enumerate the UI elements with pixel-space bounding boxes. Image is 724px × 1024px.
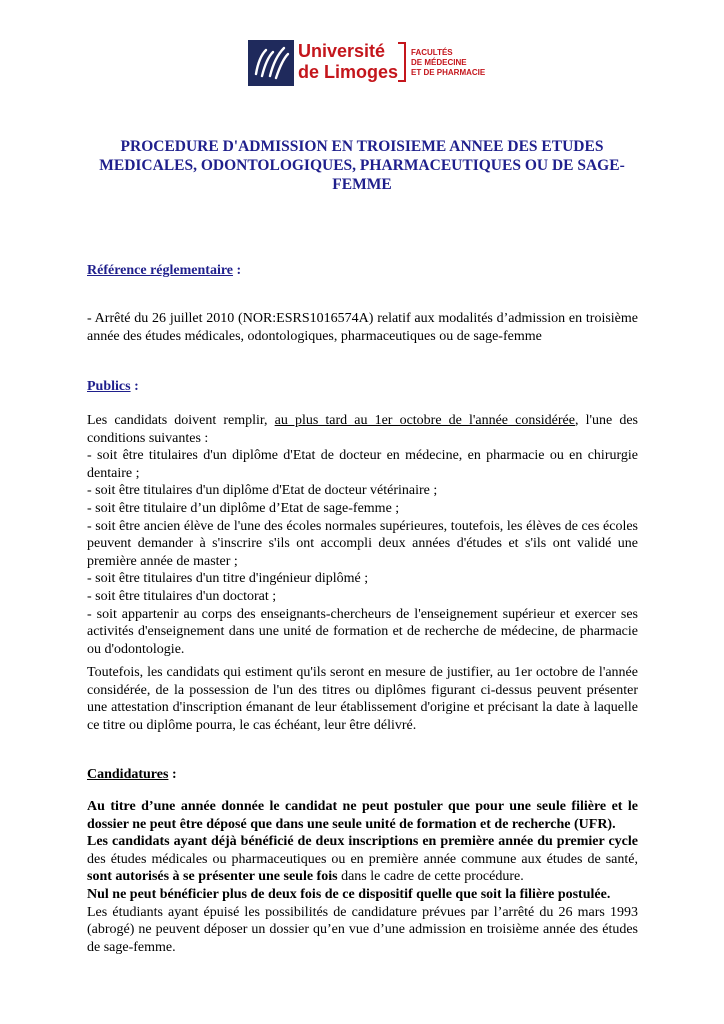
rule-single-filiere: Au titre d’une année donnée le candidat ne peut postuler que pour une seule filière et le dossier ne peut être déposé que dans une seule unité de formation et de recherche (UFR). <box>87 799 638 832</box>
candidatures-heading <box>87 766 638 784</box>
rule-max-two: Nul ne peut bénéficier plus de deux fois de ce dispositif quelle que soit la filière postulée. <box>87 886 611 902</box>
university-monogram-icon <box>248 40 294 86</box>
condition-item: - soit appartenir au corps des enseignants-chercheurs de l'enseignement supérieur et exercer ses activités d'enseignement dans une unité de formation et de recherche de médecine, de pharmacie ou d'odontologie. <box>87 606 638 657</box>
publics-intro-before: Les candidats doivent remplir, <box>87 413 275 428</box>
publics-conditions-block <box>87 412 638 658</box>
university-name <box>298 41 398 83</box>
rule-sage-femme: Les étudiants ayant épuisé les possibilités de candidature prévues par l’arrêté du 26 mars 1993 (abrogé) ne peuvent déposer un dossier qu’en vue d’une admission en troisième année des études de sage-femme. <box>87 904 638 955</box>
faculty-name-line3: ET DE PHARMACIE <box>411 68 486 77</box>
reference-text: - Arrêté du 26 juillet 2010 (NOR:ESRS1016574A) relatif aux modalités d’admission en troisième année des études médicales, odontologiques, pharmaceutiques ou de sage-femme <box>87 311 638 344</box>
publics-heading-colon: : <box>130 379 139 394</box>
university-name-line2: de Limoges <box>298 62 399 82</box>
reference-heading-colon: : <box>233 263 242 278</box>
document-title: PROCEDURE D'ADMISSION EN TROISIEME ANNEE DES ETUDES MEDICALES, ODONTOLOGIQUES, PHARMACEUTIQUES OU DE SAGE-FEMME <box>99 138 625 193</box>
reference-heading <box>87 262 638 280</box>
publics-intro-after: , l'une des conditions suivantes : <box>87 413 638 446</box>
university-name-line1: Université <box>298 41 386 61</box>
rule-repeat-candidates <box>87 833 638 886</box>
rule-repeat-end: dans le cadre de cette procédure. <box>337 869 524 885</box>
rule-repeat-bold: Les candidats ayant déjà bénéficié de deux inscriptions en première année du premier cycle <box>87 834 638 850</box>
logo-bracket-divider <box>398 42 406 82</box>
condition-item: - soit être titulaires d'un doctorat ; <box>87 588 277 604</box>
candidatures-heading-colon: : <box>168 767 177 782</box>
candidatures-rules <box>87 798 638 956</box>
condition-item: - soit être titulaires d'un diplôme d'Etat de docteur en médecine, en pharmacie ou en chirurgie dentaire ; <box>87 448 638 481</box>
condition-item: - soit être titulaire d’un diplôme d’Etat de sage-femme ; <box>87 500 400 516</box>
publics-intro-deadline: au plus tard au 1er octobre de l'année considérée <box>274 413 575 428</box>
publics-note: Toutefois, les candidats qui estiment qu'ils seront en mesure de justifier, au 1er octobre de l'année considérée, de la possession de l'un des titres ou diplômes figurant ci-dessus peuvent présenter une attestation d'inscription émanant de leur établissement d'origine et précisant la date à laquelle ce titre ou diplôme pourra, le cas échéant, leur être délivré. <box>87 665 638 733</box>
university-logo <box>248 40 498 86</box>
condition-item: - soit être ancien élève de l'une des écoles normales supérieures, toutefois, les élèves de ces écoles peuvent demander à s'inscrire s'ils ont accompli deux années d'études et s'ils ont validé une première année de master ; <box>87 518 638 569</box>
rule-repeat-mid: des études médicales ou pharmaceutiques ou en première année commune aux études de santé, <box>87 851 638 867</box>
publics-heading-text: Publics <box>87 379 131 394</box>
faculty-name-line2: DE MÉDECINE <box>411 58 467 67</box>
reference-heading-text: Référence réglementaire <box>87 263 234 278</box>
rule-repeat-bold2: sont autorisés à se présenter une seule fois <box>87 869 338 885</box>
faculty-name-line1: FACULTÉS <box>411 48 453 57</box>
condition-item: - soit être titulaires d'un titre d'ingénieur diplômé ; <box>87 571 369 587</box>
publics-heading <box>87 378 638 396</box>
candidatures-heading-text: Candidatures <box>87 767 169 782</box>
condition-item: - soit être titulaires d'un diplôme d'Etat de docteur vétérinaire ; <box>87 483 438 499</box>
faculty-name <box>411 48 485 78</box>
